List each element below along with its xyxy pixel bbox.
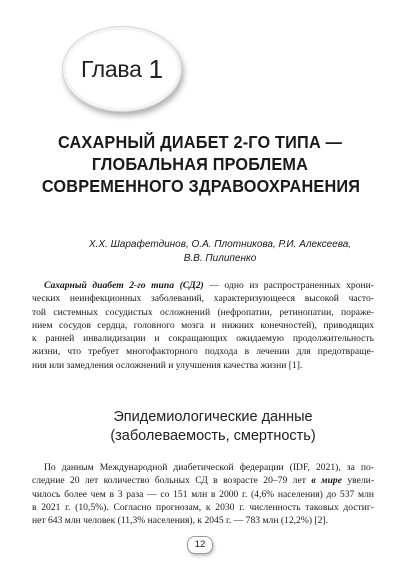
epidemiology-line: [32, 474, 374, 487]
intro-line: той системных сосудистых осложнений (нефропатии, ретинопатии, пораже-: [32, 306, 374, 318]
chapter-title-line: САХАРНЫЙ ДИАБЕТ 2-ГО ТИПА —: [57, 132, 343, 152]
intro-term: Сахарный диабет 2-го типа (СД2): [44, 280, 204, 291]
epidemiology-line: По данным Международной диабетической федерации (IDF, 2021), за по-: [44, 462, 374, 473]
chapter-label: Глава: [80, 55, 142, 82]
intro-line: к ранней инвалидизации и сокращающих ожидаемую продолжительность: [32, 333, 374, 345]
epidemiology-line-start: следние 20 лет количество больных СД в возрасте 20–79 лет: [32, 475, 312, 487]
intro-line-rest: — одно из распространенных хрони-: [203, 280, 374, 291]
epidemiology-line: чилось более чем в 3 раза — со 151 млн в 2000 г. (4,6% населения) до 537 млн: [32, 488, 374, 500]
intro-line: ческих неинфекционных заболеваний, характеризующееся высокой часто-: [32, 293, 374, 305]
epidemiology-line: нет 643 млн человек (11,3% населения), к 2045 г. — 783 млн (12,2%) [2].: [32, 515, 329, 527]
section-heading: [88, 408, 338, 446]
section-heading-line: Эпидемиологические данные: [113, 409, 313, 425]
chapter-title-line: СОВРЕМЕННОГО ЗДРАВООХРАНЕНИЯ: [41, 176, 361, 196]
authors-line: Х.Х. Шарафетдинов, О.А. Плотникова, Р.И. Алексеева,: [88, 239, 352, 250]
intro-line: жизни, что требует многофакторного подхода в лечении для предотвраще-: [32, 346, 374, 358]
intro-paragraph: [32, 279, 374, 372]
page-number: 12: [187, 536, 213, 554]
chapter-title-line: ГЛОБАЛЬНАЯ ПРОБЛЕМА: [91, 154, 309, 174]
intro-line: ния или замедления осложнений и улучшения качества жизни [1].: [32, 359, 303, 371]
epidemiology-emphasis: в мире: [311, 475, 342, 487]
intro-line: [32, 279, 374, 292]
epidemiology-line-end: увели-: [341, 475, 375, 487]
section-heading-line: (заболеваемость, смертность): [110, 428, 316, 444]
epidemiology-line: в 2021 г. (10,5%). Согласно прогнозам, к 2030 г. численность таковых достиг-: [32, 501, 374, 513]
epidemiology-paragraph: [32, 461, 374, 527]
chapter-number: 1: [148, 53, 164, 84]
chapter-badge: [62, 26, 182, 112]
authors: [70, 238, 370, 266]
chapter-title: [41, 131, 361, 197]
intro-line: нием сосудов сердца, головного мозга и нижних конечностей), приводящих: [32, 319, 374, 331]
authors-line: В.В. Пилипенко: [183, 253, 257, 264]
